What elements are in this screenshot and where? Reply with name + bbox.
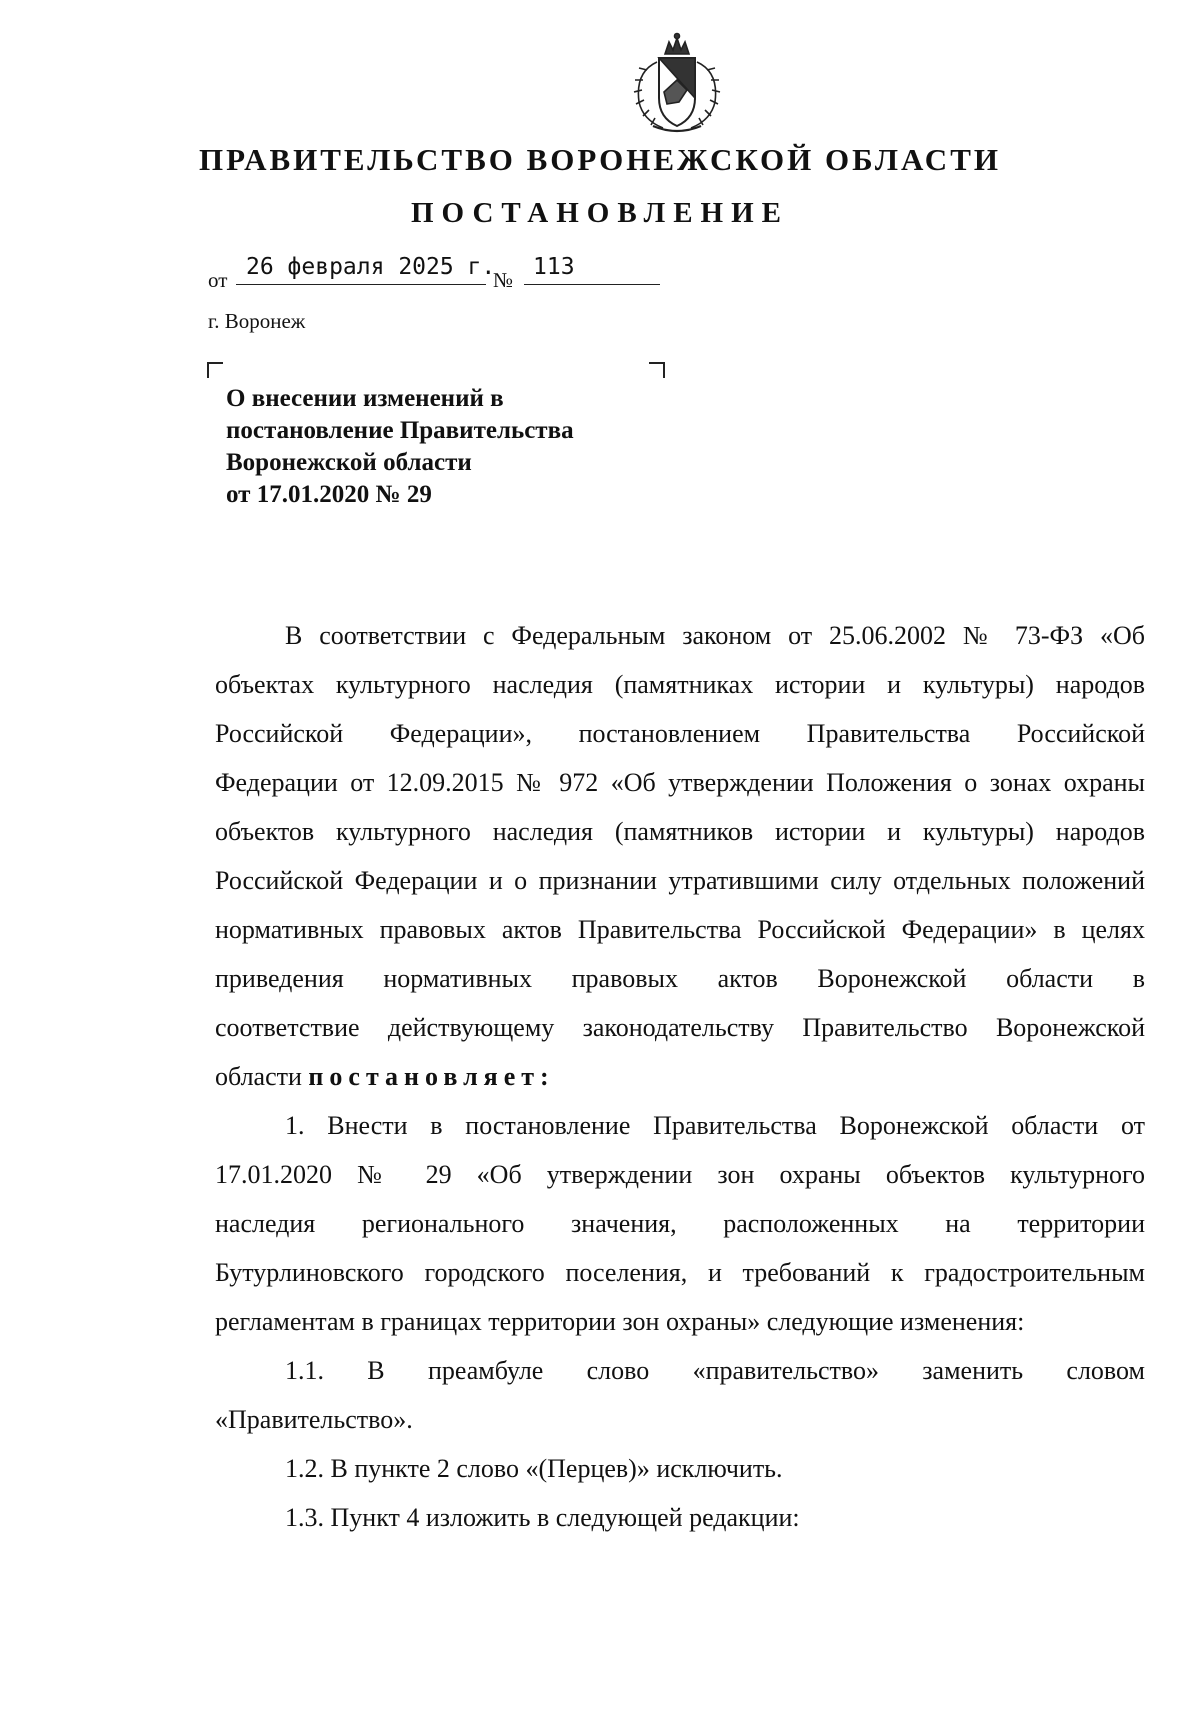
document-body — [215, 611, 1145, 1542]
subject-line: О внесении изменений в — [226, 385, 504, 412]
body-line: объектах культурного наследия (памятниках истории и культуры) народов — [215, 670, 1145, 699]
item-1-line: регламентам в границах территории зон охраны» следующие изменения: — [215, 1307, 1025, 1336]
coat-of-arms-icon — [617, 32, 737, 136]
resolution-word: постановляет: — [308, 1062, 555, 1091]
item-1-line: Бутурлиновского городского поселения, и требований к градостроительным — [215, 1258, 1145, 1287]
subject-corner-right — [649, 362, 665, 378]
body-line-final — [215, 1052, 1145, 1101]
item-1-line: 17.01.2020 № 29 «Об утверждении зон охраны объектов культурного — [215, 1160, 1145, 1189]
item-1-3: 1.3. Пункт 4 изложить в следующей редакции: — [285, 1503, 800, 1532]
subject-line: от 17.01.2020 № 29 — [226, 481, 432, 508]
subject-line: Воронежской области — [226, 449, 472, 476]
body-line: В соответствии с Федеральным законом от 25.06.2002 № 73-ФЗ «Об — [285, 621, 1145, 650]
body-line-prefix: области — [215, 1062, 309, 1091]
document-number: 113 — [533, 254, 575, 280]
document-date: 26 февраля 2025 г. — [246, 254, 496, 280]
body-line: объектов культурного наследия (памятников истории и культуры) народов — [215, 817, 1145, 846]
city-label: г. Воронеж — [208, 309, 306, 333]
item-1-1-line: 1.1. В преамбуле слово «правительство» заменить словом — [285, 1356, 1145, 1385]
date-underline — [236, 284, 486, 285]
body-line: Российской Федерации и о признании утратившими силу отдельных положений — [215, 866, 1145, 895]
item-1-line: наследия регионального значения, расположенных на территории — [215, 1209, 1145, 1238]
document-subject — [226, 383, 574, 511]
number-underline — [524, 284, 660, 285]
item-1-1-line: «Правительство». — [215, 1405, 413, 1434]
subject-corner-left — [207, 362, 223, 378]
government-title: ПРАВИТЕЛЬСТВО ВОРОНЕЖСКОЙ ОБЛАСТИ — [199, 142, 1001, 177]
item-1-2: 1.2. В пункте 2 слово «(Перцев)» исключить. — [285, 1454, 783, 1483]
body-line: Российской Федерации», постановлением Правительства Российской — [215, 719, 1145, 748]
body-line: нормативных правовых актов Правительства Российской Федерации» в целях — [215, 915, 1145, 944]
number-label: № — [493, 268, 514, 292]
subject-line: постановление Правительства — [226, 417, 574, 444]
item-1-line: 1. Внести в постановление Правительства Воронежской области от — [285, 1111, 1145, 1140]
date-prefix: от — [208, 268, 228, 292]
body-line: соответствие действующему законодательству Правительство Воронежской — [215, 1013, 1145, 1042]
document-type: ПОСТАНОВЛЕНИЕ — [410, 197, 789, 229]
body-line: приведения нормативных правовых актов Воронежской области в — [215, 964, 1145, 993]
body-line: Федерации от 12.09.2015 № 972 «Об утверждении Положения о зонах охраны — [215, 768, 1145, 797]
